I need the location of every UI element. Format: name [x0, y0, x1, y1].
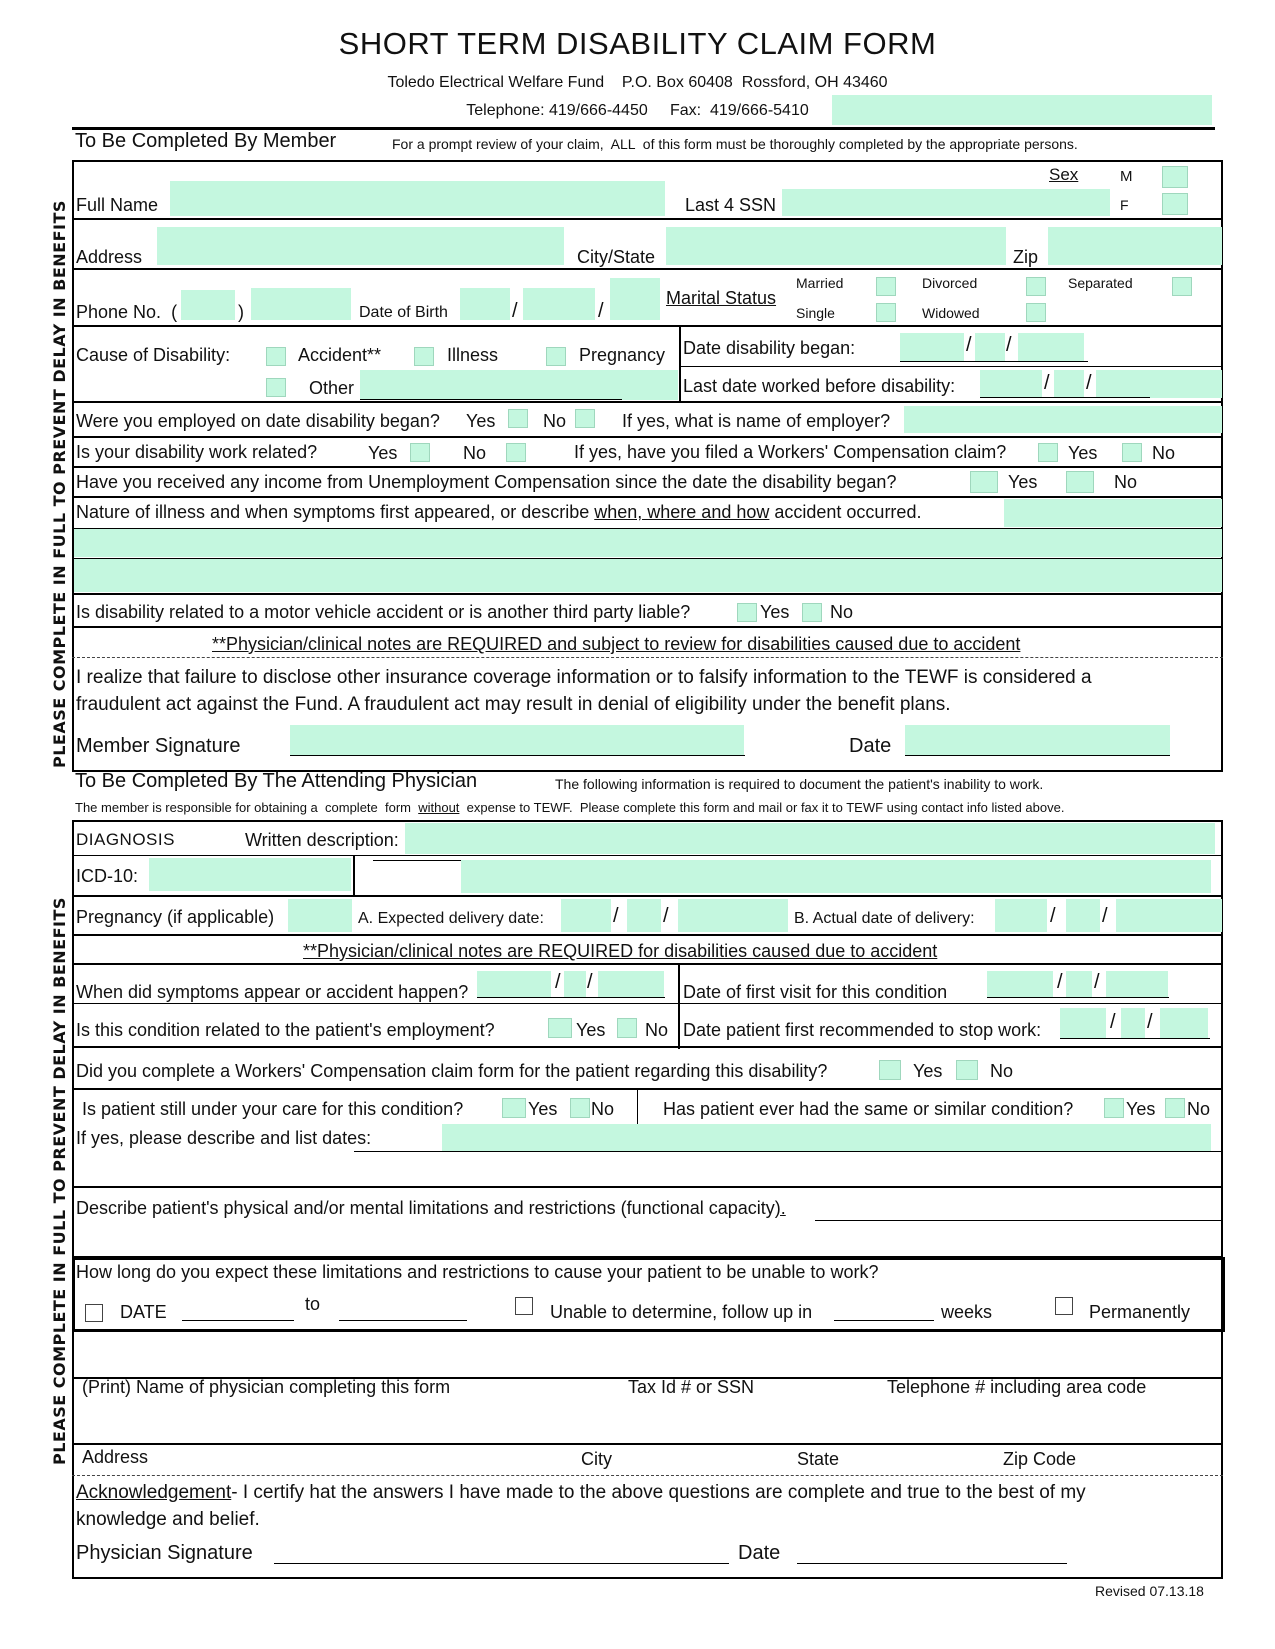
fraud-statement-line1: I realize that failure to disclose other insurance coverage information or to falsify information to the TEWF is considered a: [76, 667, 1092, 688]
row-rule: [72, 466, 1223, 468]
row-rule: [72, 401, 1223, 403]
first-visit-underline: [987, 997, 1169, 998]
work-related-yes-label: Yes: [368, 443, 398, 463]
member-section-heading: To Be Completed By Member: [75, 130, 337, 152]
first-visit-day-field[interactable]: [1066, 971, 1092, 997]
unemployment-yes-label: Yes: [1008, 472, 1038, 492]
date-slash: /: [1050, 905, 1056, 927]
describe-dates-field[interactable]: [442, 1124, 1211, 1151]
separated-checkbox[interactable]: [1172, 277, 1192, 296]
date-slash: /: [1094, 971, 1100, 993]
date-to-label: to: [305, 1294, 321, 1314]
motor-no-checkbox[interactable]: [802, 603, 822, 622]
phone-label: Phone No. (: [76, 302, 178, 322]
pregnancy-label: Pregnancy: [579, 345, 666, 365]
actual-year-field[interactable]: [1116, 899, 1222, 932]
first-visit-label: Date of first visit for this condition: [683, 982, 948, 1002]
under-care-no-label: No: [591, 1099, 615, 1119]
acknowledgement-line1: [76, 1482, 1086, 1504]
stop-work-month-field[interactable]: [1060, 1008, 1106, 1038]
icd10-label: ICD-10:: [76, 866, 139, 886]
phone-fax-line: Telephone: 419/666-4450 Fax: 419/666-5410: [466, 102, 809, 119]
single-checkbox[interactable]: [876, 303, 896, 322]
member-section-note: For a prompt review of your claim, ALL of this form must be thoroughly completed by the appropriate persons.: [392, 136, 1078, 152]
revised-date: Revised 07.13.18: [1095, 1583, 1204, 1599]
row-rule: [72, 1003, 1223, 1004]
sex-m-checkbox[interactable]: [1162, 166, 1188, 188]
married-checkbox[interactable]: [876, 277, 896, 296]
other-field[interactable]: [360, 370, 678, 400]
wc-yes-label: Yes: [1068, 443, 1098, 463]
work-related-no-checkbox[interactable]: [506, 443, 526, 462]
separated-label: Separated: [1068, 275, 1133, 291]
date-slash: /: [1086, 372, 1092, 394]
physician-zip-label: Zip Code: [1003, 1449, 1077, 1469]
city-state-label: City/State: [577, 247, 656, 267]
row-rule: [72, 1443, 1223, 1445]
wc-yes-checkbox[interactable]: [1038, 443, 1058, 462]
expected-year-field[interactable]: [678, 899, 788, 932]
under-care-question: Is patient still under your care for this condition?: [82, 1099, 464, 1119]
pregnancy-applicable-field[interactable]: [288, 899, 352, 932]
stop-work-day-field[interactable]: [1121, 1008, 1145, 1038]
other-label: Other: [309, 378, 355, 398]
row-rule: [72, 496, 1223, 498]
first-visit-year-field[interactable]: [1106, 971, 1168, 997]
limitations-line: [815, 1220, 1222, 1221]
under-care-no-checkbox[interactable]: [570, 1098, 590, 1118]
last-worked-day-field[interactable]: [1054, 370, 1084, 398]
date-from-line[interactable]: [182, 1320, 294, 1321]
date-began-day-field[interactable]: [975, 333, 1005, 361]
date-slash: /: [1057, 971, 1063, 993]
row-rule: [679, 366, 1223, 367]
row-rule: [72, 1186, 1223, 1188]
employment-no-checkbox[interactable]: [617, 1018, 637, 1038]
address-label: Address: [76, 247, 143, 267]
physician-wc-yes-checkbox[interactable]: [879, 1060, 901, 1080]
phone-close-paren: ): [238, 302, 244, 322]
under-care-yes-checkbox[interactable]: [502, 1098, 526, 1118]
row-rule: [72, 268, 1223, 270]
similar-yes-label: Yes: [1126, 1099, 1156, 1119]
expected-delivery-label: A. Expected delivery date:: [358, 910, 544, 927]
date-slash: /: [613, 905, 619, 927]
pregnancy-applicable-label: Pregnancy (if applicable): [76, 907, 275, 927]
motor-yes-checkbox[interactable]: [737, 603, 757, 622]
physician-section-heading: To Be Completed By The Attending Physician: [75, 770, 478, 792]
work-related-no-label: No: [463, 443, 487, 463]
physician-date-line[interactable]: [797, 1563, 1067, 1564]
nature-question: [76, 502, 921, 523]
widowed-checkbox[interactable]: [1026, 303, 1046, 322]
limitations-label: [76, 1198, 786, 1219]
nature-field-line1[interactable]: [1004, 499, 1222, 527]
date-slash: /: [555, 971, 561, 993]
employed-question: Were you employed on date disability began?: [76, 411, 440, 431]
permanently-option-label: Permanently: [1089, 1302, 1191, 1322]
describe-dates-label: If yes, please describe and list dates:: [76, 1128, 372, 1148]
work-related-question: Is your disability work related?: [76, 442, 318, 462]
zip-field[interactable]: [1048, 227, 1222, 265]
date-slash: /: [1102, 905, 1108, 927]
unemployment-no-label: No: [1114, 472, 1138, 492]
wc-no-checkbox[interactable]: [1122, 443, 1142, 462]
date-slash: /: [1044, 372, 1050, 394]
row-rule: [72, 436, 1223, 438]
date-slash: /: [587, 971, 593, 993]
sex-m-label: M: [1120, 168, 1133, 185]
written-description-label: Written description:: [245, 830, 399, 850]
employment-yes-checkbox[interactable]: [548, 1018, 572, 1038]
symptoms-underline: [477, 997, 665, 998]
last-worked-label: Last date worked before disability:: [683, 376, 956, 396]
phone-number-field[interactable]: [251, 288, 351, 320]
row-rule: [72, 855, 1223, 856]
last-worked-month-field[interactable]: [980, 370, 1042, 398]
org-address: Toledo Electrical Welfare Fund P.O. Box 60408 Rossford, OH 43460: [387, 74, 888, 91]
employer-question: If yes, what is name of employer?: [622, 411, 891, 431]
date-option-label: DATE: [120, 1302, 167, 1322]
physician-state-label: State: [797, 1449, 840, 1469]
single-label: Single: [796, 305, 835, 321]
telephone-label: Telephone # including area code: [887, 1377, 1147, 1397]
unemployment-no-checkbox[interactable]: [1066, 471, 1094, 493]
member-signature-field[interactable]: [290, 725, 744, 756]
dotted-rule: [72, 1475, 1223, 1476]
member-notes-required: **Physician/clinical notes are REQUIRED and subject to review for disabilities caused due to accident: [212, 634, 1021, 654]
marital-status-label: Marital Status: [666, 288, 777, 308]
member-date-line: [905, 755, 1170, 756]
permanently-option-checkbox[interactable]: [1055, 1297, 1073, 1315]
employer-field[interactable]: [904, 406, 1222, 433]
date-slash: /: [663, 905, 669, 927]
motor-vehicle-question: Is disability related to a motor vehicle accident or is another third party liable?: [76, 602, 691, 622]
symptoms-year-field[interactable]: [598, 971, 664, 997]
limitations-text-end: ).: [774, 1198, 786, 1218]
stop-work-year-field[interactable]: [1160, 1008, 1208, 1038]
unable-option-label: Unable to determine, follow up in: [550, 1302, 813, 1322]
unemployment-question: Have you received any income from Unemployment Compensation since the date the disability began?: [76, 472, 897, 492]
date-began-month-field[interactable]: [900, 333, 964, 361]
expected-month-field[interactable]: [561, 899, 611, 932]
date-to-line[interactable]: [339, 1320, 467, 1321]
date-option-checkbox[interactable]: [85, 1304, 103, 1322]
row-rule: [72, 218, 1223, 220]
physician-wc-no-checkbox[interactable]: [956, 1060, 978, 1080]
motor-no-label: No: [830, 602, 854, 622]
member-date-field[interactable]: [905, 725, 1170, 756]
first-visit-month-field[interactable]: [987, 971, 1053, 997]
row-rule: [72, 593, 1223, 595]
physician-section-note: The following information is required to document the patient's inability to work.: [555, 776, 1044, 792]
dotted-rule: [72, 657, 1223, 658]
cause-label: Cause of Disability:: [76, 345, 231, 365]
dob-month-field[interactable]: [460, 288, 510, 320]
expected-day-field[interactable]: [627, 899, 661, 932]
care-divider: [637, 1088, 638, 1126]
row-rule: [72, 934, 1223, 936]
actual-day-field[interactable]: [1066, 899, 1100, 932]
cause-divider: [679, 325, 681, 401]
physician-wc-no-label: No: [990, 1061, 1014, 1081]
acknowledgement-text: - I certify hat the answers I have made to the above questions are complete and true to the best of my: [231, 1482, 1086, 1503]
dob-label: Date of Birth: [359, 304, 448, 321]
date-slash: /: [966, 334, 972, 356]
weeks-line[interactable]: [834, 1320, 934, 1321]
nature-field-line2[interactable]: [74, 529, 1222, 557]
symptoms-divider: [678, 963, 680, 1049]
employment-yes-label: Yes: [576, 1020, 606, 1040]
other-checkbox[interactable]: [266, 378, 286, 397]
physician-signature-line[interactable]: [274, 1563, 729, 1564]
other-underline: [360, 399, 622, 400]
similar-no-checkbox[interactable]: [1165, 1098, 1185, 1118]
row-rule: [72, 325, 1223, 327]
print-name-label: (Print) Name of physician completing this form: [82, 1377, 451, 1397]
icd-divider: [353, 855, 355, 895]
physician-wc-question: Did you complete a Workers' Compensation claim form for the patient regarding this disability?: [76, 1061, 828, 1081]
nature-question-text-end: accident occurred.: [769, 502, 922, 522]
stop-work-label: Date patient first recommended to stop work:: [683, 1020, 1042, 1040]
diagnosis-label: DIAGNOSIS: [76, 830, 175, 849]
employed-no-checkbox[interactable]: [575, 409, 595, 428]
wc-question: If yes, have you filed a Workers' Compensation claim?: [574, 442, 1007, 462]
married-label: Married: [796, 275, 844, 291]
sex-label: Sex: [1049, 165, 1079, 184]
written-description-field[interactable]: [405, 823, 1215, 854]
icd10-field[interactable]: [149, 858, 351, 891]
physician-wc-yes-label: Yes: [913, 1061, 943, 1081]
similar-no-label: No: [1187, 1099, 1211, 1119]
pregnancy-checkbox[interactable]: [546, 347, 566, 366]
last4-ssn-label: Last 4 SSN: [685, 195, 777, 215]
illness-label: Illness: [447, 345, 499, 365]
zip-label: Zip: [1013, 247, 1039, 267]
accident-checkbox[interactable]: [266, 347, 286, 366]
symptoms-day-field[interactable]: [564, 971, 586, 997]
nature-question-underlined: when, where and how: [594, 502, 770, 522]
sex-f-label: F: [1120, 197, 1129, 213]
nature-question-text: Nature of illness and when symptoms first appeared, or describe: [76, 502, 595, 522]
actual-month-field[interactable]: [995, 899, 1047, 932]
date-slash: /: [1147, 1011, 1153, 1033]
accident-label: Accident**: [298, 345, 382, 365]
full-name-label: Full Name: [76, 195, 159, 215]
stop-work-underline: [1060, 1038, 1210, 1039]
date-slash: /: [1006, 334, 1012, 356]
how-long-question: How long do you expect these limitations and restrictions to cause your patient to be unable to work?: [76, 1262, 879, 1282]
responsibility-underlined: without: [418, 800, 460, 815]
divorced-label: Divorced: [922, 275, 978, 291]
address-field[interactable]: [157, 227, 564, 265]
city-state-field[interactable]: [666, 227, 1006, 265]
similar-yes-checkbox[interactable]: [1104, 1098, 1124, 1118]
unemployment-yes-checkbox[interactable]: [970, 471, 998, 493]
responsibility-text-end: expense to TEWF. Please complete this form and mail or fax it to TEWF using contact info listed above.: [459, 800, 1065, 815]
dob-day-field[interactable]: [523, 288, 595, 320]
full-name-field[interactable]: [170, 181, 665, 216]
wc-no-label: No: [1152, 443, 1176, 463]
side-instruction-member: PLEASE COMPLETE IN FULL TO PREVENT DELAY IN BENEFITS: [50, 200, 69, 768]
illness-checkbox[interactable]: [414, 347, 434, 366]
dob-slash: /: [598, 300, 604, 322]
sex-f-checkbox[interactable]: [1162, 193, 1188, 215]
dob-year-field[interactable]: [610, 278, 660, 320]
widowed-label: Widowed: [922, 305, 980, 321]
written-description-field-line2[interactable]: [461, 860, 1211, 893]
member-signature-line: [290, 755, 745, 756]
date-began-underline: [900, 361, 1088, 362]
tax-id-label: Tax Id # or SSN: [628, 1377, 755, 1397]
responsibility-note: [75, 800, 1064, 815]
row-rule: [72, 626, 1223, 628]
employment-no-label: No: [645, 1020, 669, 1040]
date-slash: /: [1110, 1011, 1116, 1033]
physician-notes-required: **Physician/clinical notes are REQUIRED for disabilities caused due to accident: [303, 941, 938, 961]
dob-slash: /: [512, 300, 518, 322]
last-worked-year-field[interactable]: [1096, 370, 1222, 398]
member-signature-label: Member Signature: [76, 735, 241, 757]
date-began-year-field[interactable]: [1018, 333, 1084, 361]
row-rule: [72, 895, 1223, 897]
date-began-label: Date disability began:: [683, 338, 856, 358]
symptoms-question: When did symptoms appear or accident happen?: [76, 982, 469, 1002]
responsibility-text: The member is responsible for obtaining a complete form: [75, 800, 419, 815]
side-instruction-physician: PLEASE COMPLETE IN FULL TO PREVENT DELAY IN BENEFITS: [50, 897, 69, 1465]
acknowledgement-title: Acknowledgement: [76, 1482, 232, 1503]
under-care-yes-label: Yes: [528, 1099, 558, 1119]
employed-no-label: No: [543, 411, 567, 431]
physician-city-label: City: [581, 1449, 612, 1469]
motor-yes-label: Yes: [760, 602, 790, 622]
weeks-label: weeks: [941, 1302, 993, 1322]
describe-dates-line: [354, 1151, 1222, 1152]
employed-yes-checkbox[interactable]: [508, 409, 528, 428]
last-worked-underline: [980, 397, 1150, 398]
phone-area-field[interactable]: [181, 290, 235, 320]
description-continuation-line: [373, 860, 461, 861]
actual-delivery-label: B. Actual date of delivery:: [794, 910, 975, 927]
row-rule: [72, 1046, 1223, 1048]
fraud-statement-line2: fraudulent act against the Fund. A fraudulent act may result in denial of eligibility under the benefit plans.: [76, 694, 951, 715]
physician-date-label: Date: [738, 1542, 781, 1564]
symptoms-month-field[interactable]: [477, 971, 551, 997]
similar-condition-question: Has patient ever had the same or similar condition?: [663, 1099, 1074, 1119]
unable-option-checkbox[interactable]: [515, 1297, 533, 1315]
divorced-checkbox[interactable]: [1026, 277, 1046, 296]
employment-related-question: Is this condition related to the patient's employment?: [76, 1020, 495, 1040]
last4-ssn-field[interactable]: [782, 189, 1110, 216]
employed-yes-label: Yes: [466, 411, 496, 431]
member-date-label: Date: [849, 735, 892, 757]
work-related-yes-checkbox[interactable]: [410, 443, 430, 462]
row-rule: [72, 1088, 1223, 1090]
nature-field-line3[interactable]: [74, 559, 1222, 592]
limitations-text: Describe patient's physical and/or mental limitations and restrictions (functional capacity: [76, 1198, 775, 1218]
physician-signature-label: Physician Signature: [76, 1542, 253, 1564]
form-title: SHORT TERM DISABILITY CLAIM FORM: [338, 26, 937, 61]
physician-address-label: Address: [82, 1447, 149, 1467]
acknowledgement-line2: knowledge and belief.: [76, 1509, 260, 1530]
row-rule: [72, 963, 1223, 965]
